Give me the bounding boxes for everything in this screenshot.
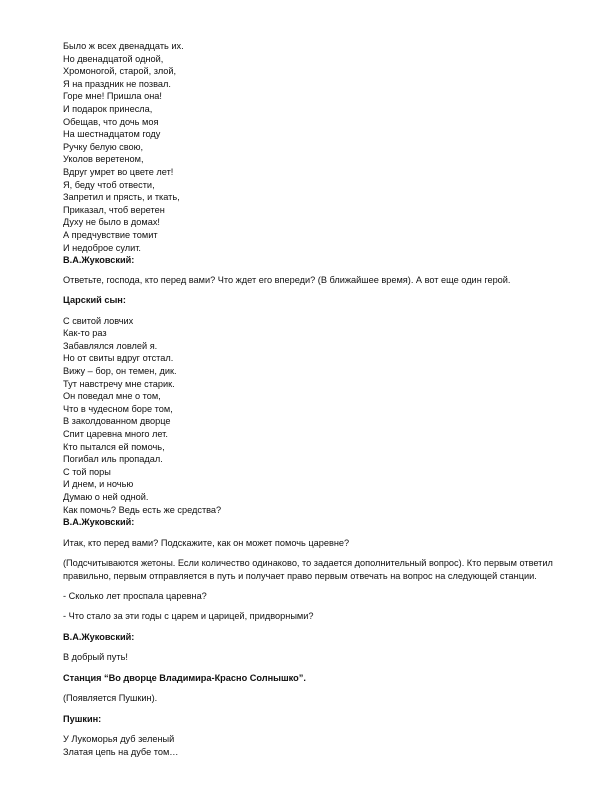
verse-line: Ручку белую свою,	[63, 141, 144, 152]
speaker-name: Царский сын:	[63, 295, 126, 306]
narration-paragraph: В добрый путь!	[63, 652, 128, 663]
narration-paragraph: Ответьте, господа, кто перед вами? Что ждет его впереди? (В ближайшее время). А вот еще один герой.	[63, 274, 511, 285]
verse-line: Приказал, чтоб веретен	[63, 204, 165, 215]
verse-line: Спит царевна много лет.	[63, 429, 168, 440]
verse-line: Духу не было в домах!	[63, 217, 160, 228]
verse-line: На шестнадцатом году	[63, 129, 161, 140]
verse-line: Златая цепь на дубе том…	[63, 747, 179, 757]
stage-direction-paragraph: (Подсчитываются жетоны. Если количество одинаково, то задается дополнительный вопрос). Кто первым ответил правильно, первым отправляется в путь и получает право первым отвечать на вопрос на следующей станции.	[63, 558, 553, 581]
verse-line: У Лукоморья дуб зеленый	[63, 734, 175, 745]
verse-line: Что в чудесном боре том,	[63, 403, 173, 414]
verse-line: Думаю о ней одной.	[63, 492, 149, 502]
verse-line: В заколдованном дворце	[63, 416, 171, 427]
station-heading: Станция “Во дворце Владимира-Красно Солнышко”.	[63, 672, 306, 683]
verse-line: Вижу – бор, он темен, дик.	[63, 366, 177, 377]
verse-line: Горе мне! Пришла она!	[63, 91, 162, 102]
verse-line: Я, беду чтоб отвести,	[63, 179, 155, 190]
verse-line: А предчувствие томит	[63, 229, 158, 240]
verse-line: С той поры	[63, 466, 111, 477]
speaker-name: Пушкин:	[63, 713, 102, 724]
verse-line: Я на праздник не позвал.	[63, 78, 171, 89]
verse-line: Он поведал мне о том,	[63, 391, 161, 402]
verse-line: Обещав, что дочь моя	[63, 116, 159, 127]
verse-line: Как помочь? Ведь есть же средства?	[63, 504, 222, 515]
document-page	[63, 40, 583, 759]
verse-line: С свитой ловчих	[63, 315, 134, 326]
verse-line: Как-то раз	[63, 328, 107, 339]
verse-line: И подарок принесла,	[63, 103, 153, 114]
verse-line: И днем, и ночью	[63, 479, 134, 490]
verse-block-king	[63, 40, 583, 254]
verse-line: Забавлялся ловлей я.	[63, 340, 158, 351]
verse-block-prince	[63, 315, 583, 517]
verse-line: Было ж всех двенадцать их.	[63, 41, 184, 51]
question-item: - Что стало за эти годы с царем и царицей, придворными?	[63, 611, 314, 622]
verse-line: Тут навстречу мне старик.	[63, 378, 175, 389]
speaker-name: В.А.Жуковский:	[63, 631, 135, 642]
speaker-name: В.А.Жуковский:	[63, 255, 135, 266]
verse-line: Запретил и прясть, и ткать,	[63, 192, 180, 203]
verse-line: И недоброе сулит.	[63, 242, 141, 253]
verse-line: Но двенадцатой одной,	[63, 53, 164, 64]
question-item: - Сколько лет проспала царевна?	[63, 591, 207, 601]
verse-line: Но от свиты вдруг отстал.	[63, 353, 174, 364]
verse-line: Хромоногой, старой, злой,	[63, 66, 177, 77]
verse-line: Вдруг умрет во цвете лет!	[63, 166, 174, 177]
stage-direction-paragraph: (Появляется Пушкин).	[63, 693, 158, 704]
speaker-name: В.А.Жуковский:	[63, 517, 135, 528]
verse-block-pushkin	[63, 733, 583, 758]
verse-line: Кто пытался ей помочь,	[63, 441, 165, 452]
verse-line: Уколов веретеном,	[63, 154, 144, 165]
narration-paragraph: Итак, кто перед вами? Подскажите, как он может помочь царевне?	[63, 537, 350, 548]
verse-line: Погибал иль пропадал.	[63, 454, 163, 465]
